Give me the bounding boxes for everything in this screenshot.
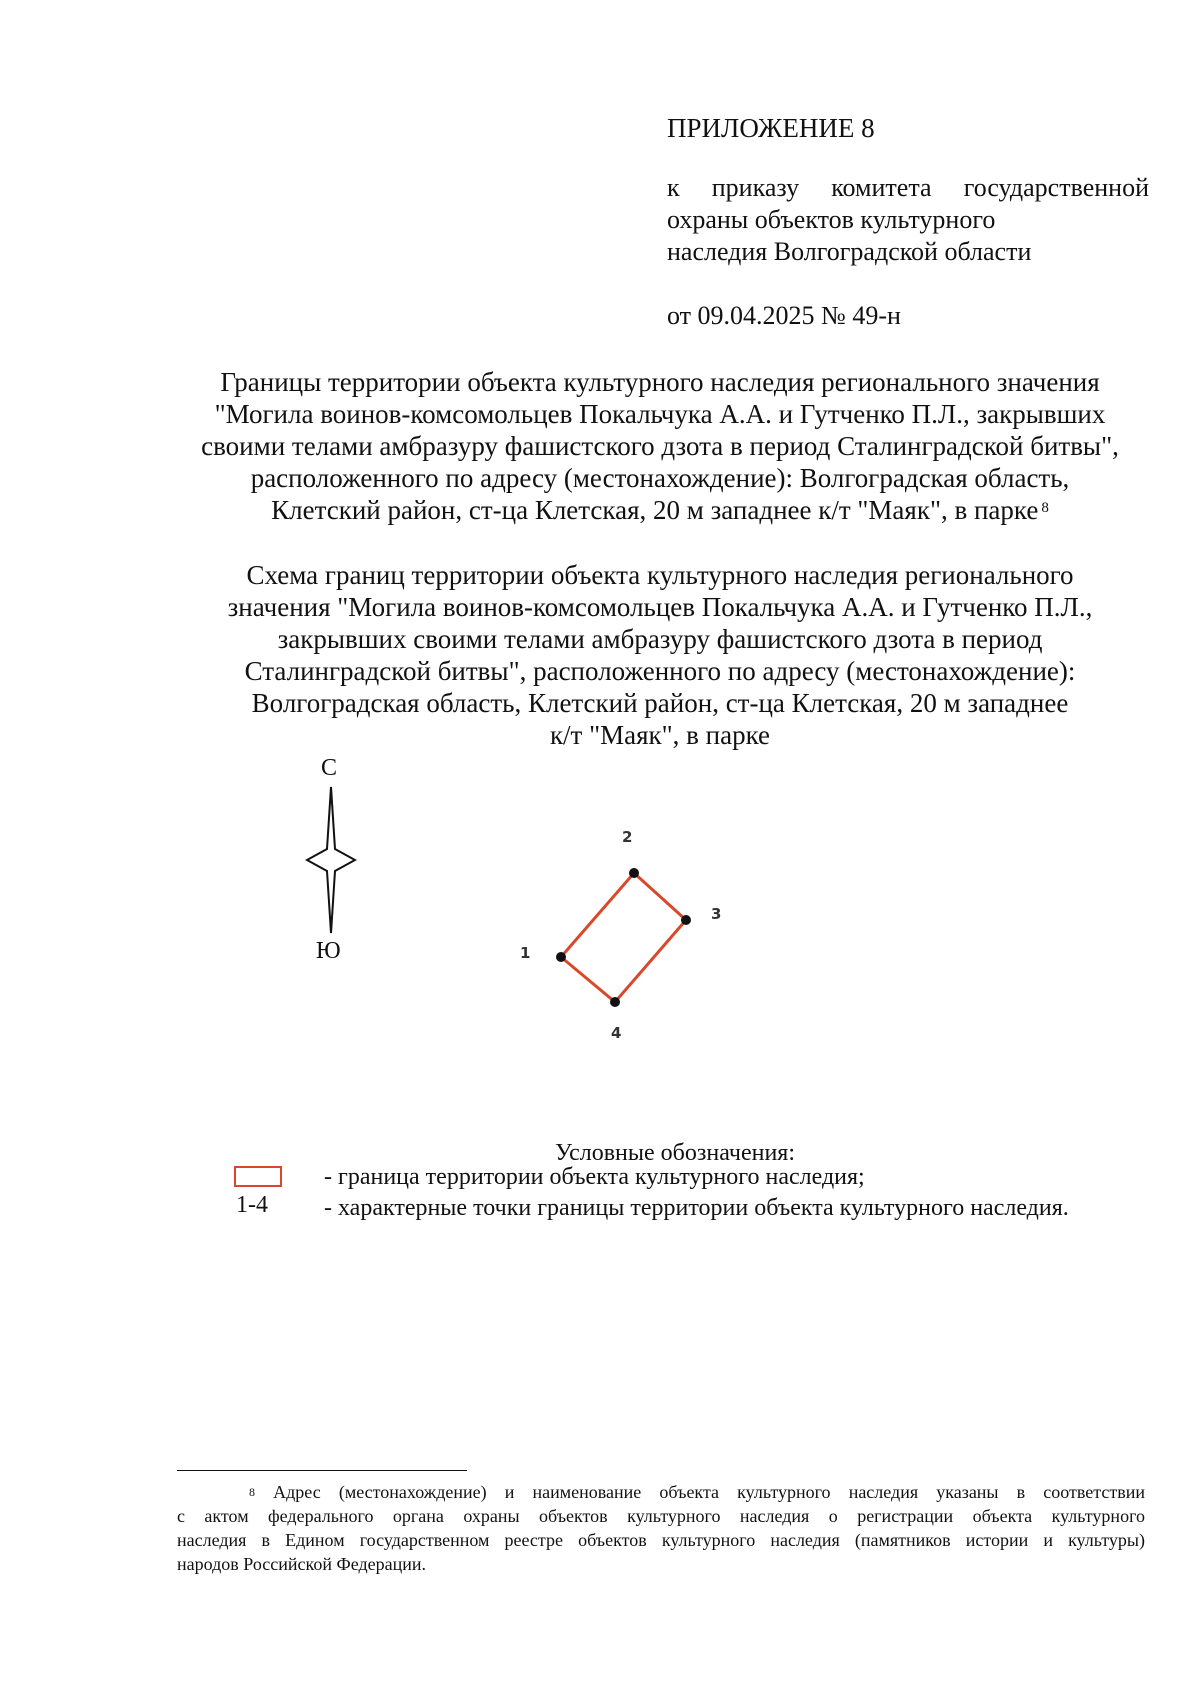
annex-title: ПРИЛОЖЕНИЕ 8 bbox=[667, 113, 875, 143]
boundary-point-4 bbox=[610, 997, 620, 1007]
annex-subtitle bbox=[667, 172, 1149, 268]
boundary-point-2 bbox=[629, 868, 639, 878]
legend-boundary-text: - граница территории объекта культурного наследия; bbox=[324, 1164, 865, 1190]
north-arrow-icon bbox=[305, 785, 357, 935]
document-heading bbox=[160, 366, 1160, 526]
boundary-polygon bbox=[561, 873, 686, 1002]
footnote-line: с актом федерального органа охраны объектов культурного наследия о регистрации объекта культурного bbox=[177, 1506, 1145, 1526]
scheme-line: Волгоградская область, Клетский район, ст-ца Клетская, 20 м западнее bbox=[251, 688, 1069, 718]
heading-line: "Могила воинов-комсомольцев Покальчука А.А. и Гутченко П.Л., закрывших bbox=[214, 399, 1106, 429]
heading-line bbox=[160, 494, 1160, 526]
legend-points-text: - характерные точки границы территории объекта культурного наследия. bbox=[324, 1195, 1069, 1221]
scheme-line: к/т "Маяк", в парке bbox=[549, 720, 771, 750]
footnote-line bbox=[177, 1480, 1145, 1504]
boundary-map bbox=[520, 820, 740, 1050]
scheme-line: Сталинградской битвы", расположенного по адресу (местонахождение): bbox=[244, 656, 1076, 686]
point-label-3: 3 bbox=[711, 905, 722, 923]
annex-subtitle-line: наследия Волгоградской области bbox=[667, 237, 1032, 266]
footnote-line-text: Адрес (местонахождение) и наименование объекта культурного наследия указаны в соответствии bbox=[273, 1482, 1146, 1502]
legend-boundary-swatch bbox=[234, 1166, 282, 1187]
heading-line: своими телами амбразуру фашистского дзота в период Сталинградской битвы", bbox=[201, 431, 1119, 461]
legend-title: Условные обозначения: bbox=[554, 1140, 796, 1166]
heading-line: Границы территории объекта культурного наследия регионального значения bbox=[220, 367, 1100, 397]
footnote-line: народов Российской Федерации. bbox=[177, 1554, 426, 1574]
annex-date: от 09.04.2025 № 49-н bbox=[667, 301, 901, 330]
footnote-mark: 8 bbox=[249, 1485, 255, 1499]
scheme-title bbox=[160, 559, 1160, 751]
footnote-line: наследия в Едином государственном реестре объектов культурного наследия (памятников истории и культуры) bbox=[177, 1530, 1145, 1550]
legend-points-label: 1-4 bbox=[236, 1192, 268, 1218]
compass-north-label: С bbox=[321, 755, 338, 781]
scheme-line: закрывших своими телами амбразуру фашистского дзота в период bbox=[277, 624, 1043, 654]
footnote-separator bbox=[177, 1470, 467, 1471]
point-label-2: 2 bbox=[622, 828, 633, 846]
heading-line: расположенного по адресу (местонахождение): Волгоградская область, bbox=[250, 463, 1070, 493]
compass-south-label: Ю bbox=[316, 938, 341, 964]
scheme-line: значения "Могила воинов-комсомольцев Покальчука А.А. и Гутченко П.Л., bbox=[227, 592, 1093, 622]
footnote bbox=[177, 1480, 1145, 1576]
scheme-line: Схема границ территории объекта культурного наследия регионального bbox=[246, 560, 1074, 590]
point-label-1: 1 bbox=[520, 944, 531, 962]
annex-subtitle-line: охраны объектов культурного bbox=[667, 205, 996, 234]
boundary-point-3 bbox=[681, 915, 691, 925]
footnote-reference[interactable]: 8 bbox=[1041, 500, 1049, 516]
boundary-point-1 bbox=[556, 952, 566, 962]
heading-line-text: Клетский район, ст-ца Клетская, 20 м западнее к/т "Маяк", в парке bbox=[271, 495, 1039, 525]
annex-subtitle-line: к приказу комитета государственной bbox=[667, 173, 1149, 202]
point-label-4: 4 bbox=[611, 1024, 622, 1042]
